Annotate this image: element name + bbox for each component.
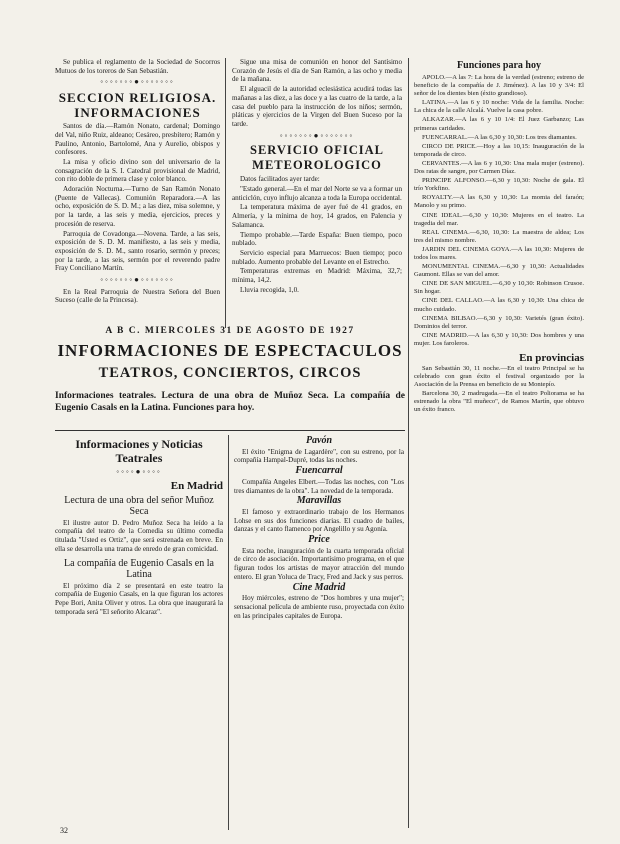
entertainment-sub-title: TEATROS, CONCIERTOS, CIRCOS xyxy=(98,365,362,381)
provinces-entry: Barcelona 30, 2 madrugada.—En el teatro Poliorama se ha estrenado la obra "El muñeco", de Ramos Martín, que obtuvo un éxito franco. xyxy=(414,390,584,414)
pavon-title: Pavón xyxy=(305,435,333,446)
function-entry: CINE IDEAL.—6,30 y 10,30: Mujeres en el teatro. La tragedia del mar. xyxy=(414,211,584,227)
weather-paragraph: Servicio especial para Marruecos: Buen tiempo; poco nublado. Aumento probable del Levante en el Estrecho. xyxy=(232,248,402,266)
col1-footer: En la Real Parroquia de Nuestra Señora del Buen Suceso (calle de la Princesa). xyxy=(55,287,220,305)
function-entry: CINEMA BILBAO.—6,30 y 10,30: Varietés (gran éxito). Dominios del terror. xyxy=(414,314,584,330)
col1-paragraph: Adoración Nocturna.—Turno de San Ramón Nonato (Puente de Vallecas). Comunión Reparadora.—A las ocho, exposición de S. D. M.; a las diez, misa solemne, y por la tarde, a las seis y media, ejercicios, preces y procesión de reserva. xyxy=(55,185,220,228)
function-entry: ALKAZAR.—A las 6 y 10 1/4: El Juez Garbanzo; Las primeras caridades. xyxy=(414,116,584,132)
function-entry: FUENCARRAL.—A las 6,30 y 10,30: Los tres diamantes. xyxy=(422,133,577,141)
function-entry: PRINCIPE ALFONSO.—6,30 y 10,30: Noche de gala. El trío Yorkfino. xyxy=(414,177,584,193)
weather-paragraph: Tiempo probable.—Tarde España: Buen tiempo, poco nublado. xyxy=(232,230,402,248)
section-rule xyxy=(55,430,405,431)
theatre-news-title: Informaciones y Noticias Teatrales xyxy=(75,437,203,465)
function-entry: CERVANTES.—A las 6 y 10,30: Una mala mujer (estreno). Dos ratas de sangre, por Carmen Díaz. xyxy=(414,159,584,176)
weather-paragraph: "Estado general.—En el mar del Norte se va a formar un anticiclón, cuyo influjo alcanza a toda la Europa occidental. xyxy=(232,185,402,202)
pavon-body: El éxito "Enigma de Lagardère", con su estreno, por la compañía Hampal-Dupré, todas las noches. xyxy=(234,447,404,465)
function-entry: CINE DEL CALLAO.—A las 6,30 y 10,30: Una chica de mucho cuidado. xyxy=(414,297,584,313)
function-entry: CINE DE SAN MIGUEL.—6,30 y 10,30: Robinson Crusoe. Sin hogar. xyxy=(414,280,584,296)
column-rule xyxy=(225,58,226,328)
ornament-divider: ◦◦◦◦●◦◦◦◦ xyxy=(116,467,162,476)
weather-section-title: SERVICIO OFICIAL METEOROLOGICO xyxy=(250,143,384,173)
maravillas-body: El famoso y extraordinario trabajo de los Hermanos Lohse en sus dos funciones diarias. El cuadro de bailes, danzas y el canto flamenco por Angelillo y su Agonía. xyxy=(234,507,404,534)
function-entry: CINE MADRID.—A las 6,30 y 10,30: Dos hombres y una mujer. Los faroleros. xyxy=(414,331,584,347)
col2-body: El alguacil de la autoridad eclesiástica acudirá todas las mañanas a las diez, a las doce y a las cuatro de la tarde, a la casa del pueblo para la instrucción de los niños; sermón, pláticas y ejercicios de la Virgen del Buen Suceso por la tarde. xyxy=(232,85,402,128)
function-entry: APOLO.—A las 7: La hora de la verdad (estreno; estreno de beneficio de la compañía de J. Jiménez). A las 10 y 3/4: El señor de los dientes bien (éxito grandioso). xyxy=(414,74,584,98)
entertainment-middle-col xyxy=(234,435,404,621)
entertainment-summary: Informaciones teatrales. Lectura de una obra de Muñoz Seca. La compañía de Eugenio Casals en la Latina. Funciones para hoy. xyxy=(55,391,405,413)
casals-title: La compañía de Eugenio Casals en la Latina xyxy=(64,557,214,580)
casals-body: El próximo día 2 se presentará en este teatro la compañía de Eugenio Casals, en la que figuran los actores Pepe Bori, Anita Oliver y otros. La obra que inaugurará la temporada será "El señorito Alcaraz". xyxy=(55,581,223,616)
col1-paragraph: La misa y oficio divino son del universario de la consagración de la S. I. Catedral provisional de Madrid, con rito doble de primera clase y color blanco. xyxy=(55,157,220,184)
function-entry: LATINA.—A las 6 y 10 noche: Vida de la familia. Noche: La chica de la calle Alcalá. Vuelve la casa pobre. xyxy=(414,99,584,115)
entertainment-main-title: INFORMACIONES DE ESPECTACULOS xyxy=(57,341,403,360)
cine-madrid-body: Hoy miércoles, estreno de "Dos hombres y una mujer"; sensacional película de ambiente ruso, proyectada con éxito en las principales capitales de Europa. xyxy=(234,594,404,620)
column-rule xyxy=(408,58,409,828)
fuencarral-body: Compañía Angeles Elbert.—Todas las noches, con "Los tres diamantes de la obra". La novedad de la temporada. xyxy=(234,477,404,495)
reading-body: El ilustre autor D. Pedro Muñoz Seca ha leído a la compañía del teatro de la Comedia su último comedia titulada "Usted es Ortiz", que será estrenada en breve. En ella se desarrolla una trama de enredo de gran comicidad. xyxy=(55,518,223,553)
provinces-title: En provincias xyxy=(519,352,584,364)
function-entry: CIRCO DE PRICE.—Hoy a las 10,15: Inauguración de la temporada de circo. xyxy=(414,142,584,158)
column-rule xyxy=(228,435,229,830)
function-entry: MONUMENTAL CINEMA.—6,30 y 10,30: Actualidades Gaumont. Ellas se van del amor. xyxy=(414,263,584,279)
fuencarral-title: Fuencarral xyxy=(295,465,343,477)
weather-paragraph: Datos facilitados ayer tarde: xyxy=(240,175,320,184)
price-title: Price xyxy=(308,534,330,546)
entertainment-left-col xyxy=(55,435,223,617)
page-number: 32 xyxy=(60,826,68,835)
cine-madrid-title: Cine Madrid xyxy=(292,581,346,593)
ornament-divider: ◦◦◦◦◦◦◦●◦◦◦◦◦◦◦ xyxy=(279,130,355,140)
col1-paragraph: Santos de día.—Ramón Nonato, cardenal; Domingo del Val, niño Ruiz, aldeano; Cesáreo, presbítero; Ramón y Paulino, Antonio, Bartolomé, Ana y Aurelio, obispos y confesores. xyxy=(55,122,220,157)
col1-paragraph: Parroquia de Covadonga.—Novena. Tarde, a las seis, exposición de S. D. M. manifiesto, a las seis y media, exposición de S. D. M., santo rosario, sermón y preces; por la tarde, a las seis, sermón por el reverendo padre Fray Conciliano Martín. xyxy=(55,229,220,273)
price-body: Esta noche, inauguración de la cuarta temporada oficial de circo de asociación. Importantísimo programa, en el que figuran todos los artistas de mayor atracción del mundo entero. El gran Yoluca de Tracy, Fred and Jack y sus perros. xyxy=(234,546,404,581)
functions-col xyxy=(414,58,584,416)
provinces-entry: San Sebastián 30, 11 noche.—En el teatro Principal se ha celebrado con gran éxito el festival organizado por la Asociación de la Prensa en beneficio de su Montepío. xyxy=(414,365,584,389)
function-entry: REAL CINEMA.—6,30, 10,30: La maestra de aldea; Los tres del mismo nombre. xyxy=(414,228,584,244)
weather-paragraph: La temperatura máxima de ayer fué de 41 grados, en Almería, y la mínima de hoy, 14 grados, en Palencia y Salamanca. xyxy=(232,203,402,229)
col1-top xyxy=(55,58,220,306)
ornament-divider: ◦◦◦◦◦◦◦●◦◦◦◦◦◦◦ xyxy=(100,77,175,87)
col2-top xyxy=(232,58,402,295)
reading-title: Lectura de una obra del señor Muñoz Seca xyxy=(64,494,214,517)
function-entry: ROYALTY.—A las 6,30 y 10,30: La momia del faraón; Manolo y su primo. xyxy=(414,194,584,210)
functions-title: Funciones para hoy xyxy=(457,60,541,71)
weather-paragraph: Lluvia recogida, 1,0. xyxy=(240,285,299,294)
col2-intro: Sigue una misa de comunión en honor del Santísimo Corazón de Jesús el día de San Ramón, a las ocho y media de la mañana. xyxy=(232,58,402,84)
function-entry: JARDIN DEL CINEMA GOYA.—A las 10,30: Mujeres de todos los mares. xyxy=(414,245,584,261)
madrid-heading: En Madrid xyxy=(170,479,223,492)
ornament-divider: ◦◦◦◦◦◦◦●◦◦◦◦◦◦◦ xyxy=(100,275,175,285)
masthead-date: A B C. MIERCOLES 31 DE AGOSTO DE 1927 xyxy=(105,326,355,336)
maravillas-title: Maravillas xyxy=(296,495,342,507)
weather-paragraph: Temperaturas extremas en Madrid: Máxima, 32,7; mínima, 14,2. xyxy=(232,267,402,285)
col1-intro: Se publica el reglamento de la Sociedad de Socorros Mutuos de los toreros de San Sebastián. xyxy=(55,58,220,75)
religious-section-title: SECCION RELIGIOSA. INFORMACIONES xyxy=(58,90,217,121)
